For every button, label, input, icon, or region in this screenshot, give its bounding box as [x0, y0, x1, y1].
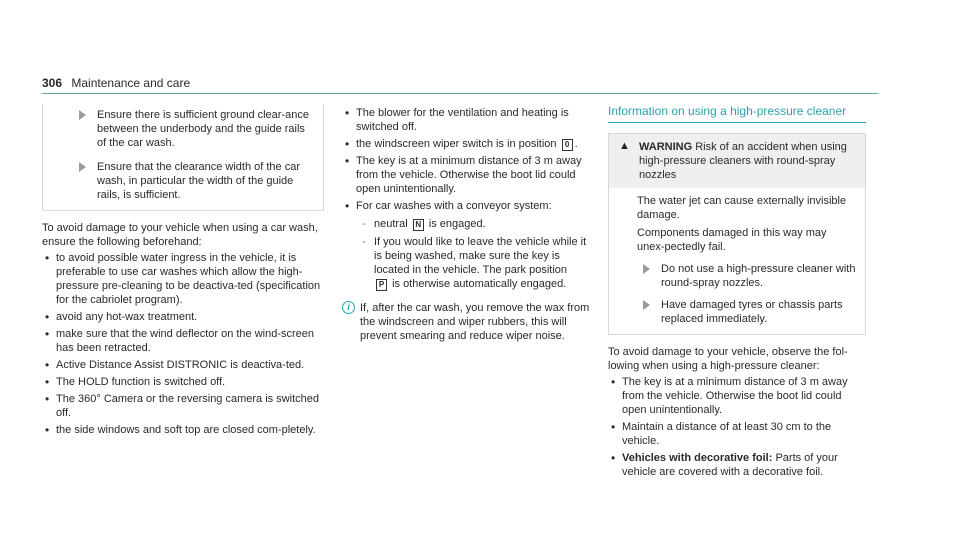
list-text: If you would like to leave the vehicle while it is being washed, make sure the key is located in the vehicle. The park position [374, 236, 587, 276]
list-text: For car washes with a conveyor system: [356, 200, 552, 212]
list-bold-label: Vehicles with decorative foil: [622, 452, 773, 464]
instruction-step [643, 262, 857, 290]
bullet-list [42, 251, 324, 437]
step-arrow-icon [79, 110, 86, 120]
chapter-title: Maintenance and care [71, 76, 191, 90]
instruction-step [79, 108, 313, 150]
sub-list-item [356, 217, 594, 231]
list-item: • The blower for the ventilation and heating is switched off. [342, 106, 594, 134]
neutral-gear-icon: N [413, 219, 424, 231]
instruction-box [42, 104, 324, 211]
warning-triangle-icon: ▲ [619, 140, 630, 152]
list-item: • The 360° Camera or the reversing camera is switched off. [42, 392, 324, 420]
step-text: Do not use a high-pressure cleaner with round-spray nozzles. [661, 263, 856, 289]
step-text: Ensure that the clearance width of the car wash, in particular the width of the guide rails, is sufficient. [97, 161, 301, 201]
position-zero-icon: 0 [562, 139, 573, 151]
paragraph: The water jet can cause externally invisible damage. [637, 195, 847, 221]
list-item: • the side windows and soft top are closed com-pletely. [42, 423, 324, 437]
step-text: Ensure there is sufficient ground clear-ance between the underbody and the guide rails of the car wash. [97, 109, 309, 149]
warning-label: WARNING [639, 141, 693, 153]
step-text: Have damaged tyres or chassis parts replaced immediately. [661, 299, 843, 325]
page-number: 306 [42, 76, 63, 90]
list-item: • Maintain a distance of at least 30 cm to the vehicle. [608, 420, 866, 448]
warning-text: Risk of an accident when using high-pressure cleaners with round-spray nozzles [639, 141, 847, 181]
list-text: is engaged. [428, 218, 486, 230]
header-divider [42, 93, 878, 94]
bullet-list [608, 375, 866, 479]
paragraph: To avoid damage to your vehicle when using a car wash, ensure the following beforehand: [42, 222, 318, 248]
warning-body [609, 188, 865, 334]
instruction-step [79, 160, 313, 202]
paragraph: To avoid damage to your vehicle, observe the fol-lowing when using a high-pressure cleaner: [608, 346, 848, 372]
list-item [608, 451, 866, 479]
column-right [608, 104, 866, 482]
list-text: the windscreen wiper switch is in position [356, 138, 557, 150]
note-text: If, after the car wash, you remove the wax from the windscreen and wiper rubbers, this will prevent smearing and reduce wiper noise. [360, 302, 590, 342]
list-text: neutral [374, 218, 408, 230]
warning-header [609, 134, 865, 188]
list-item [342, 137, 594, 151]
list-item: • Active Distance Assist DISTRONIC is deactiva-ted. [42, 358, 324, 372]
list-text: is otherwise automatically engaged. [392, 278, 567, 290]
list-text: Parts of your vehicle are covered with a decorative foil. [622, 452, 838, 478]
info-note [342, 301, 594, 343]
list-item: • The key is at a minimum distance of 3 m away from the vehicle. Otherwise the boot lid could open unintentionally. [608, 375, 866, 417]
park-position-icon: P [376, 279, 387, 291]
column-left [42, 104, 324, 440]
list-item: • avoid any hot-wax treatment. [42, 310, 324, 324]
list-item: • to avoid possible water ingress in the vehicle, it is preferable to use car washes which allow the high-pressure pre-cleaning to be deactiva-ted (specification for the cabriolet program). [42, 251, 324, 307]
list-item: • make sure that the wind deflector on the wind-screen has been retracted. [42, 327, 324, 355]
step-arrow-icon [643, 264, 650, 274]
section-title: Information on using a high-pressure cleaner [608, 104, 866, 123]
list-item: • The key is at a minimum distance of 3 m away from the vehicle. Otherwise the boot lid could open unintentionally. [342, 154, 594, 196]
list-text: . [574, 138, 578, 150]
list-item [342, 199, 594, 291]
sub-list [356, 217, 594, 291]
page-header [42, 76, 190, 90]
column-middle [342, 104, 594, 343]
step-arrow-icon [643, 300, 650, 310]
bullet-list [342, 106, 594, 291]
sub-list-item [356, 235, 594, 291]
info-icon: i [342, 301, 355, 314]
step-arrow-icon [79, 162, 86, 172]
warning-box [608, 133, 866, 335]
list-item: • The HOLD function is switched off. [42, 375, 324, 389]
paragraph: Components damaged in this way may unex-pectedly fail. [637, 227, 827, 253]
instruction-step [643, 298, 857, 326]
